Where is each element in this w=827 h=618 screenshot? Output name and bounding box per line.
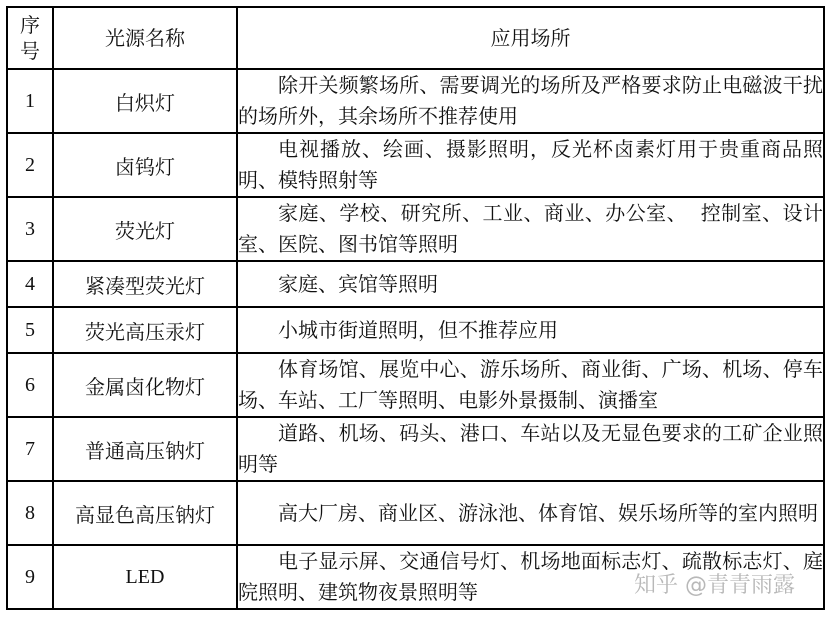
table-row <box>7 417 824 481</box>
row-name: 卤钨灯 <box>53 133 237 197</box>
row-name: 紧凑型荧光灯 <box>53 261 237 307</box>
row-index: 1 <box>7 69 53 133</box>
table-row <box>7 545 824 609</box>
row-application: 除开关频繁场所、需要调光的场所及严格要求防止电磁波干扰的场所外，其余场所不推荐使用 <box>237 69 824 133</box>
row-name: 高显色高压钠灯 <box>53 481 237 545</box>
row-application: 电子显示屏、交通信号灯、机场地面标志灯、疏散标志灯、庭院照明、建筑物夜景照明等 <box>237 545 824 609</box>
row-index: 9 <box>7 545 53 609</box>
row-name: 普通高压钠灯 <box>53 417 237 481</box>
row-application: 电视播放、绘画、摄影照明，反光杯卤素灯用于贵重商品照明、模特照射等 <box>237 133 824 197</box>
row-name: 金属卤化物灯 <box>53 353 237 417</box>
row-index: 2 <box>7 133 53 197</box>
row-application: 小城市街道照明，但不推荐应用 <box>237 307 824 353</box>
light-source-table <box>6 6 825 610</box>
row-application: 道路、机场、码头、港口、车站以及无显色要求的工矿企业照明等 <box>237 417 824 481</box>
table-row <box>7 481 824 545</box>
watermark: 知乎 @青青雨露 <box>634 573 795 598</box>
row-index: 5 <box>7 307 53 353</box>
row-application: 家庭、宾馆等照明 <box>237 261 824 307</box>
row-name: 荧光高压汞灯 <box>53 307 237 353</box>
row-index: 4 <box>7 261 53 307</box>
table-row <box>7 197 824 261</box>
header-name: 光源名称 <box>53 7 237 69</box>
row-name: 荧光灯 <box>53 197 237 261</box>
row-application: 家庭、学校、研究所、工业、商业、办公室、 控制室、设计室、医院、图书馆等照明 <box>237 197 824 261</box>
row-application: 高大厂房、商业区、游泳池、体育馆、娱乐场所等的室内照明 <box>237 481 824 545</box>
row-index: 3 <box>7 197 53 261</box>
table-row <box>7 133 824 197</box>
header-index: 序号 <box>7 7 53 69</box>
row-application: 体育场馆、展览中心、游乐场所、商业街、广场、机场、停车场、车站、工厂等照明、电影外景摄制、演播室 <box>237 353 824 417</box>
row-index: 8 <box>7 481 53 545</box>
row-name: LED <box>53 545 237 609</box>
table-header-row <box>7 7 824 69</box>
header-application: 应用场所 <box>237 7 824 69</box>
table-row <box>7 307 824 353</box>
row-name: 白炽灯 <box>53 69 237 133</box>
table-row <box>7 261 824 307</box>
row-index: 7 <box>7 417 53 481</box>
table-row <box>7 69 824 133</box>
table-row <box>7 353 824 417</box>
row-index: 6 <box>7 353 53 417</box>
